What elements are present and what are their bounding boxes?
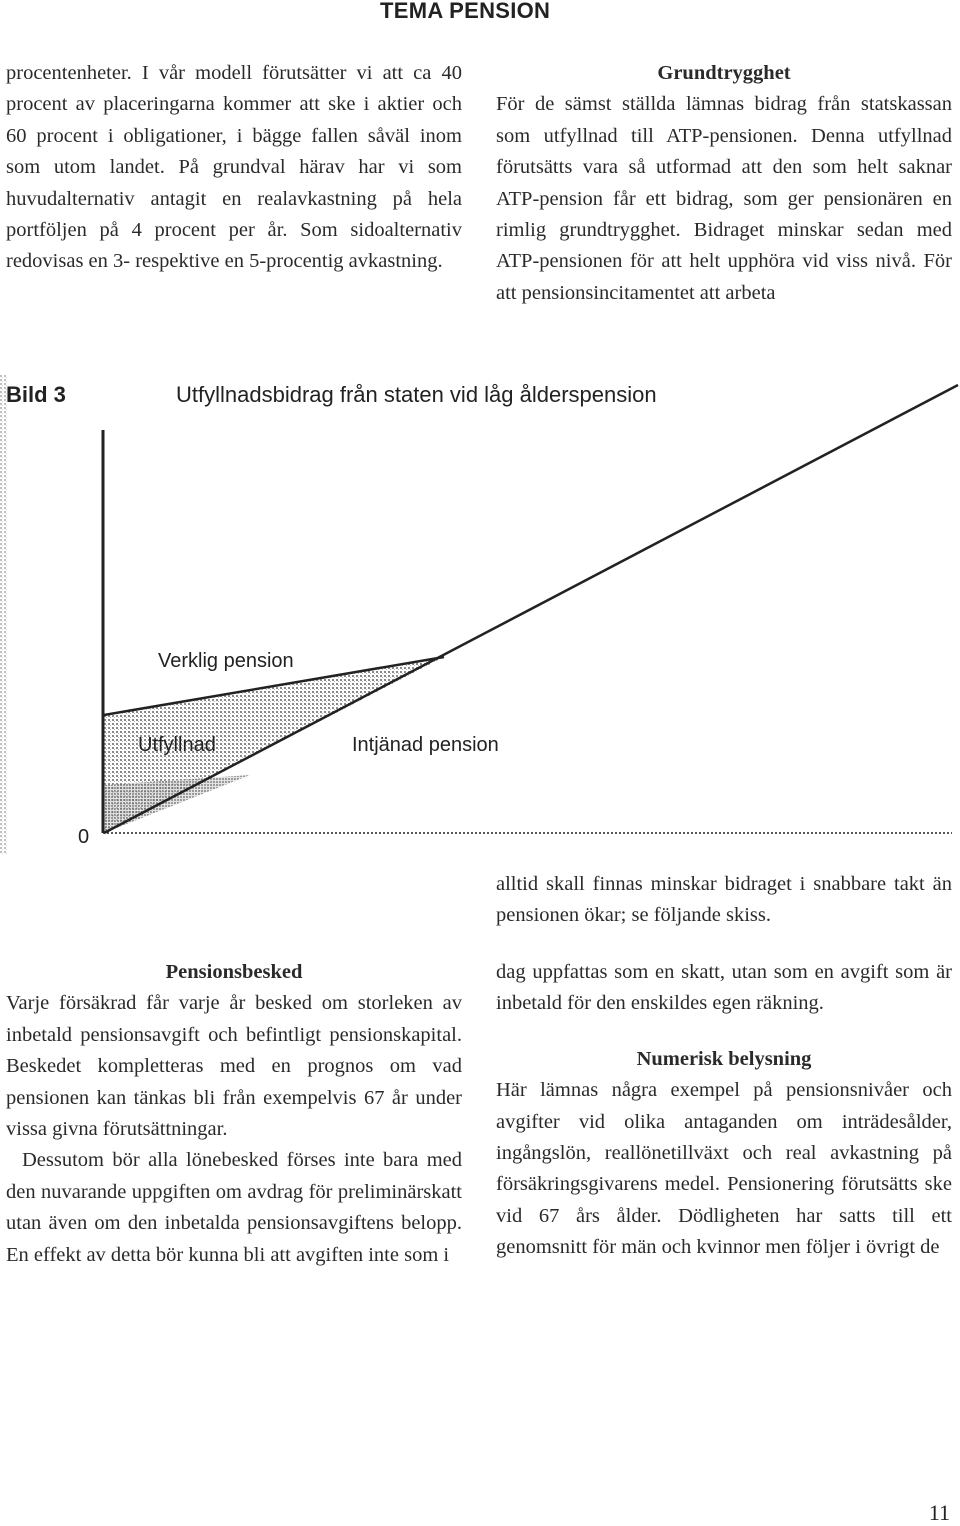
right-column-bottom: [496, 957, 952, 1264]
figure-title: Utfyllnadsbidrag från staten vid låg ålderspension: [176, 382, 657, 407]
scan-edge: [0, 375, 8, 855]
section-heading-grundtrygghet: Grundtrygghet: [657, 62, 791, 84]
page-number: 11: [928, 1500, 950, 1525]
left-column-top: [6, 58, 462, 278]
body-paragraph: Dessutom bör alla lönebesked förses inte bara med den nuvarande uppgiften om avdrag för preliminärskatt utan även om den inbetalda pensionsavgiftens belopp. En effekt av detta bör kunna bli att avgiften inte som i: [6, 1149, 462, 1266]
figure-diagram: [0, 355, 960, 865]
earned-pension-line: [104, 385, 958, 833]
left-column-bottom: [6, 957, 462, 1271]
right-column-top: [496, 58, 952, 309]
page-header: TEMA PENSION: [380, 0, 551, 23]
label-utfyllnad: Utfyllnad: [138, 734, 216, 756]
figure-label: Bild 3: [6, 382, 66, 407]
label-origin: 0: [78, 826, 90, 848]
label-verklig-pension: Verklig pension: [158, 650, 294, 672]
body-paragraph: alltid skall finnas minskar bidraget i snabbare takt än pensionen ökar; se följande skiss.: [496, 873, 952, 927]
supplement-area-dense: [104, 775, 250, 833]
body-paragraph: dag uppfattas som en skatt, utan som en avgift som är inbetald för den enskildes egen räkning.: [496, 961, 952, 1015]
body-paragraph: Varje försäkrad får varje år besked om storleken av inbetald pensionsavgift och befintligt pensionskapital. Beskedet kompletteras med en prognos om vad pensionen kan tänkas bli från exempelvis 67 år under vissa givna förutsättningar.: [6, 992, 462, 1141]
body-paragraph: procentenheter. I vår modell förutsätter vi att ca 40 procent av placeringarna kommer att ske i aktier och 60 procent i obligationer, i bägge fallen såväl inom som utom landet. På grundval härav har vi som huvudalternativ antagit en realavkastning på hela portföljen på 4 procent per år. Som sidoalternativ redovisas en 3- respektive en 5-procentig avkastning.: [6, 62, 462, 273]
body-paragraph: Här lämnas några exempel på pensionsnivåer och avgifter vid olika antaganden om inträdesålder, ingångslön, reallönetillväxt och real avkastning på försäkringsgivarens medel. Pensionering förutsätts ske vid 67 års ålder. Dödligheten har satts till ett genomsnitt för män och kvinnor men följer i övrigt de: [496, 1079, 952, 1259]
section-heading-numerisk-belysning: Numerisk belysning: [636, 1047, 812, 1070]
label-intjanad-pension: Intjänad pension: [352, 734, 499, 756]
figure-bild-3: [0, 355, 960, 865]
section-heading-pensionsbesked: Pensionsbesked: [165, 961, 303, 983]
right-column-middle: [496, 869, 952, 932]
body-paragraph: För de sämst ställda lämnas bidrag från statskassan som utfyllnad till ATP-pensionen. Denna utfyllnad förutsätts vara så utformad att den som helt saknar ATP-pension får ett bidrag, som ger pensionären en rimlig grundtrygghet. Bidraget minskar sedan med ATP-pensionen för att helt upphöra vid viss nivå. För att pensionsincitamentet att arbeta: [496, 93, 952, 304]
